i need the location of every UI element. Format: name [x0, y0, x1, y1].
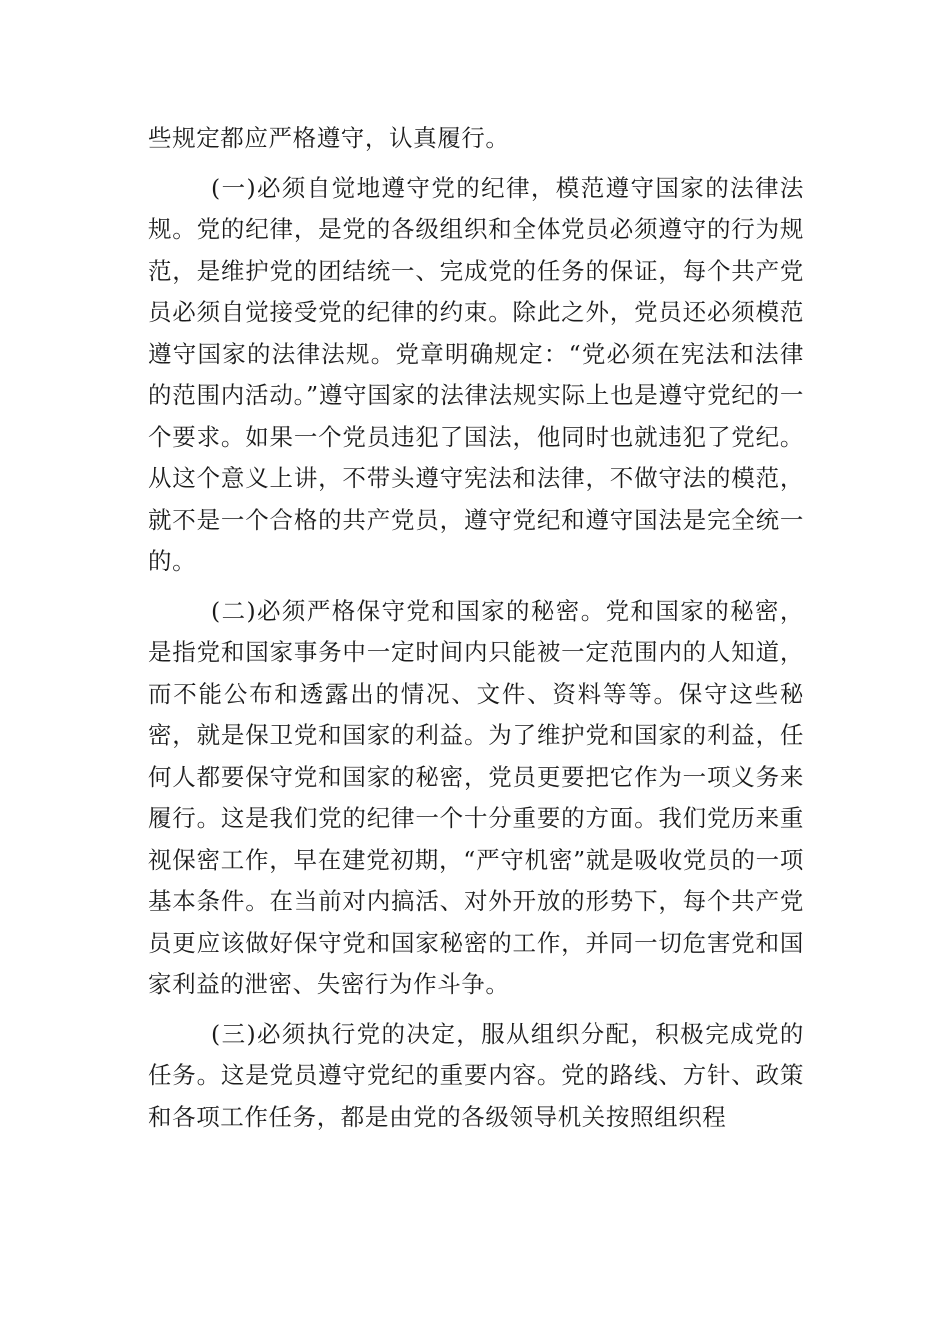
paragraph-section-1: (一)必须自觉地遵守党的纪律，模范遵守国家的法律法规。党的纪律，是党的各级组织和全体党员必须遵守的行为规范，是维护党的团结统一、完成党的任务的保证，每个共产党员必须自觉接受党的纪律的约束。除此之外，党员还必须模范遵守国家的法律法规。党章明确规定：“党必须在宪法和法律的范围内活动。”遵守国家的法律法规实际上也是遵守党纪的一个要求。如果一个党员违犯了国法，他同时也就违犯了党纪。从这个意义上讲，不带头遵守宪法和法律，不做守法的模范，就不是一个合格的共产党员，遵守党纪和遵守国法是完全统一的。 [148, 173, 804, 575]
paragraph-continuation: 些规定都应严格遵守，认真履行。 [148, 124, 510, 152]
paragraph-section-2: (二)必须严格保守党和国家的秘密。党和国家的秘密，是指党和国家事务中一定时间内只能被一定范围内的人知道，而不能公布和透露出的情况、文件、资料等等。保守这些秘密，就是保卫党和国家的利益。为了维护党和国家的利益，任何人都要保守党和国家的秘密，党员更要把它作为一项义务来履行。这是我们党的纪律一个十分重要的方面。我们党历来重视保密工作，早在建党初期，“严守机密”就是吸收党员的一项基本条件。在当前对内搞活、对外开放的形势下，每个共产党员更应该做好保守党和国家秘密的工作，并同一切危害党和国家利益的泄密、失密行为作斗争。 [148, 596, 804, 998]
paragraph-section-3: (三)必须执行党的决定，服从组织分配，积极完成党的任务。这是党员遵守党纪的重要内容。党的路线、方针、政策和各项工作任务，都是由党的各级领导机关按照组织程 [148, 1019, 804, 1131]
document-body [148, 118, 804, 1138]
